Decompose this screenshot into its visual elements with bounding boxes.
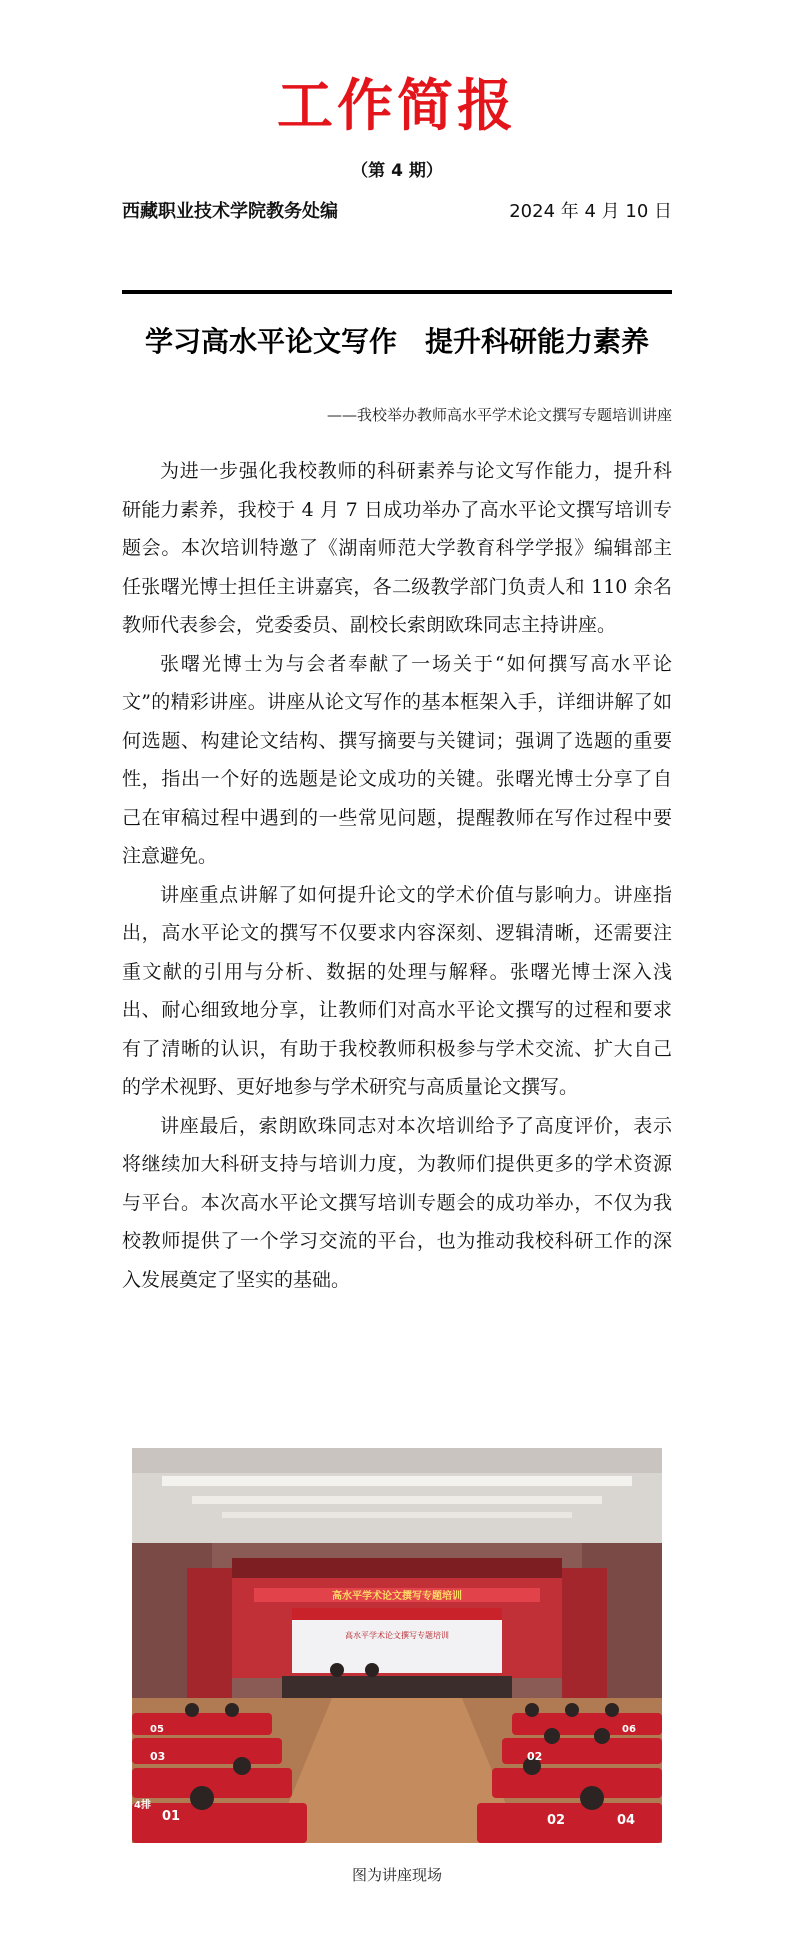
seat-label: 02 bbox=[527, 1750, 543, 1763]
lecture-photo bbox=[132, 1448, 662, 1843]
paragraph: 张曙光博士为与会者奉献了一场关于“如何撰写高水平论文”的精彩讲座。讲座从论文写作的基本框架入手，详细讲解了如何选题、构建论文结构、撰写摘要与关键词；强调了选题的重要性，指出一个好的选题是论文成功的关键。张曙光博士分享了自己在审稿过程中遇到的一些常见问题，提醒教师在写作过程中要注意避免。 bbox=[122, 652, 672, 867]
seat-label: 06 bbox=[622, 1724, 636, 1735]
editor-organization: 西藏职业技术学院教务处编 bbox=[122, 201, 338, 222]
paragraph: 讲座最后，索朗欧珠同志对本次培训给予了高度评价，表示将继续加大科研支持与培训力度，为教师们提供更多的学术资源与平台。本次高水平论文撰写培训专题会的成功举办，不仅为我校教师提供了一个学习交流的平台，也为推动我校科研工作的深入发展奠定了坚实的基础。 bbox=[122, 1114, 672, 1291]
seat-label: 04 bbox=[617, 1813, 636, 1828]
article-body bbox=[122, 452, 672, 1299]
screen-text: 高水平学术论文撰写专题培训 bbox=[345, 1631, 449, 1640]
seat-label: 02 bbox=[547, 1813, 566, 1828]
paragraph: 讲座重点讲解了如何提升论文的学术价值与影响力。讲座指出，高水平论文的撰写不仅要求内容深刻、逻辑清晰，还需要注重文献的引用与分析、数据的处理与解释。张曙光博士深入浅出、耐心细致地分享，让教师们对高水平论文撰写的过程和要求有了清晰的认识，有助于我校教师积极参与学术交流、扩大自己的学术视野、更好地参与学术研究与高质量论文撰写。 bbox=[122, 883, 672, 1098]
header-divider bbox=[122, 290, 672, 294]
seat-label: 4排 bbox=[134, 1800, 151, 1811]
photo-caption: 图为讲座现场 bbox=[351, 1866, 442, 1884]
newsletter-title: 工作简报 bbox=[277, 74, 517, 139]
seat-label: 03 bbox=[150, 1750, 166, 1763]
paragraph: 为进一步强化我校教师的科研素养与论文写作能力，提升科研能力素养，我校于 4 月 7 日成功举办了高水平论文撰写培训专题会。本次培训特邀了《湖南师范大学教育科学学报》编辑部主任张曙光博士担任主讲嘉宾，各二级教学部门负责人和 110 余名教师代表参会，党委委员、副校长索朗欧珠同志主持讲座。 bbox=[122, 460, 672, 636]
seat-label: 05 bbox=[150, 1724, 164, 1735]
issue-number: （第 4 期） bbox=[351, 161, 443, 181]
article-subtitle: ——我校举办教师高水平学术论文撰写专题培训讲座 bbox=[326, 406, 672, 424]
publish-date: 2024 年 4 月 10 日 bbox=[509, 201, 672, 222]
stage-banner-text: 高水平学术论文撰写专题培训 bbox=[332, 1591, 462, 1602]
article-headline: 学习高水平论文写作 提升科研能力素养 bbox=[144, 325, 649, 358]
seat-label: 01 bbox=[162, 1809, 181, 1824]
